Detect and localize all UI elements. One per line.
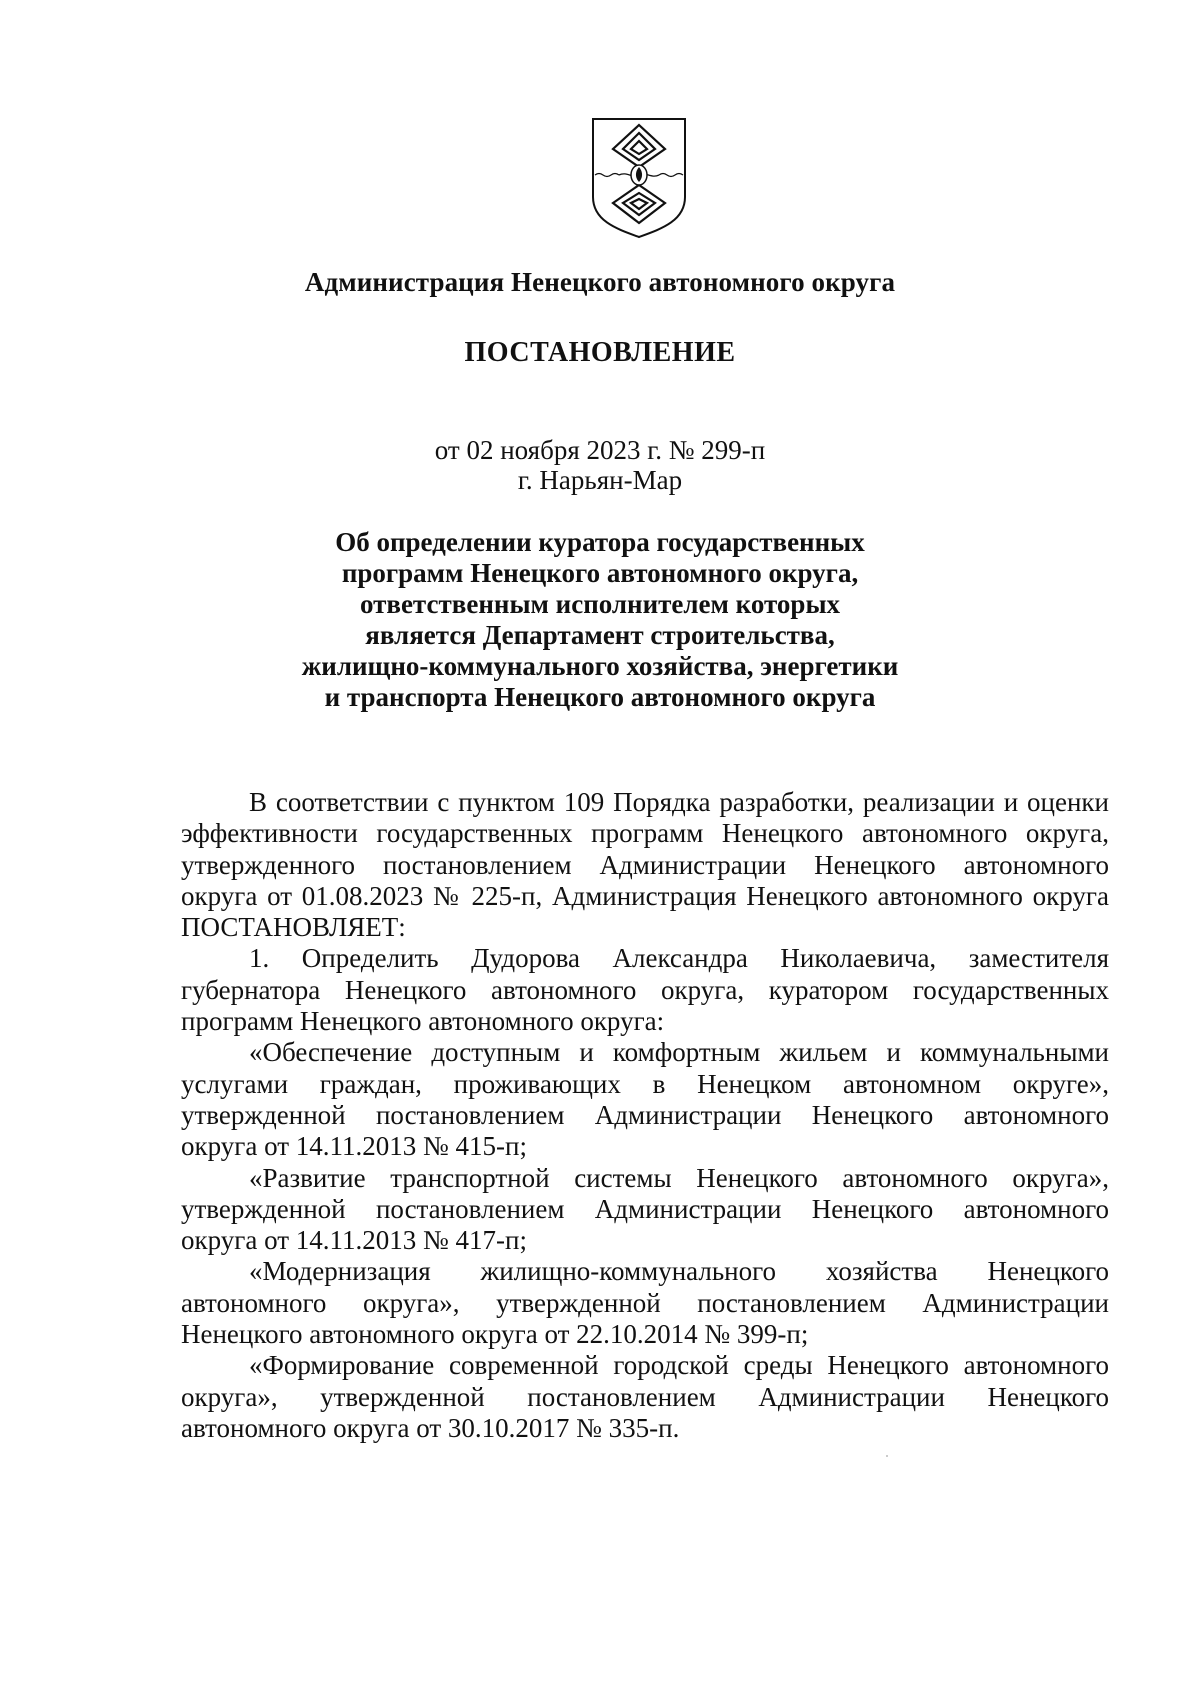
body-line: губернатора Ненецкого автономного округа, куратором государственных xyxy=(181,974,1109,1005)
body-line: утвержденной постановлением Администрации Ненецкого автономного xyxy=(181,1099,1109,1130)
body-line: утвержденного постановлением Администрации Ненецкого автономного xyxy=(181,849,1109,880)
body-line: округа от 14.11.2013 № 415-п; xyxy=(181,1131,527,1162)
body-line: программ Ненецкого автономного округа: xyxy=(181,1006,665,1037)
body-line: ПОСТАНОВЛЯЕТ: xyxy=(181,912,406,943)
body-line: 1. Определить Дудорова Александра Николаевича, заместителя xyxy=(249,943,1109,974)
document-body xyxy=(181,787,1109,1444)
body-line: «Обеспечение доступным и комфортным жильем и коммунальными xyxy=(249,1037,1109,1068)
subject-line: ответственным исполнителем которых xyxy=(359,589,841,619)
body-line: округа от 01.08.2023 № 225-п, Администрация Ненецкого автономного округа xyxy=(181,880,1109,911)
body-line: округа», утвержденной постановлением Администрации Ненецкого xyxy=(181,1381,1109,1412)
body-line: Ненецкого автономного округа от 22.10.2014 № 399-п; xyxy=(181,1319,809,1350)
scan-artifact xyxy=(886,1455,888,1457)
document-subject xyxy=(0,527,1200,713)
body-line: услугами граждан, проживающих в Ненецком автономном округе», xyxy=(181,1068,1109,1099)
document-date-number: от 02 ноября 2023 г. № 299-п xyxy=(434,435,766,465)
body-line: «Модернизация жилищно-коммунального хозяйства Ненецкого xyxy=(249,1256,1109,1287)
coat-of-arms-emblem xyxy=(589,115,689,240)
subject-line: и транспорта Ненецкого автономного округа xyxy=(324,682,876,712)
document-city: г. Нарьян-Мар xyxy=(517,465,683,495)
body-line: «Развитие транспортной системы Ненецкого автономного округа», xyxy=(249,1162,1109,1193)
body-line: В соответствии с пунктом 109 Порядка разработки, реализации и оценки xyxy=(249,787,1109,817)
subject-line: является Департамент строительства, xyxy=(365,620,835,650)
body-line: утвержденной постановлением Администрации Ненецкого автономного xyxy=(181,1193,1109,1224)
body-line: автономного округа», утвержденной постановлением Администрации xyxy=(181,1287,1109,1318)
body-line: эффективности государственных программ Ненецкого автономного округа, xyxy=(181,818,1109,849)
organization-name: Администрация Ненецкого автономного округа xyxy=(304,267,896,297)
body-line: автономного округа от 30.10.2017 № 335-п. xyxy=(181,1412,680,1443)
body-line: «Формирование современной городской среды Ненецкого автономного xyxy=(249,1350,1109,1381)
subject-line: Об определении куратора государственных xyxy=(335,527,865,557)
subject-line: жилищно-коммунального хозяйства, энергетики xyxy=(301,651,899,681)
subject-line: программ Ненецкого автономного округа, xyxy=(341,558,859,588)
document-type: ПОСТАНОВЛЕНИЕ xyxy=(464,337,736,368)
body-line: округа от 14.11.2013 № 417-п; xyxy=(181,1225,527,1256)
